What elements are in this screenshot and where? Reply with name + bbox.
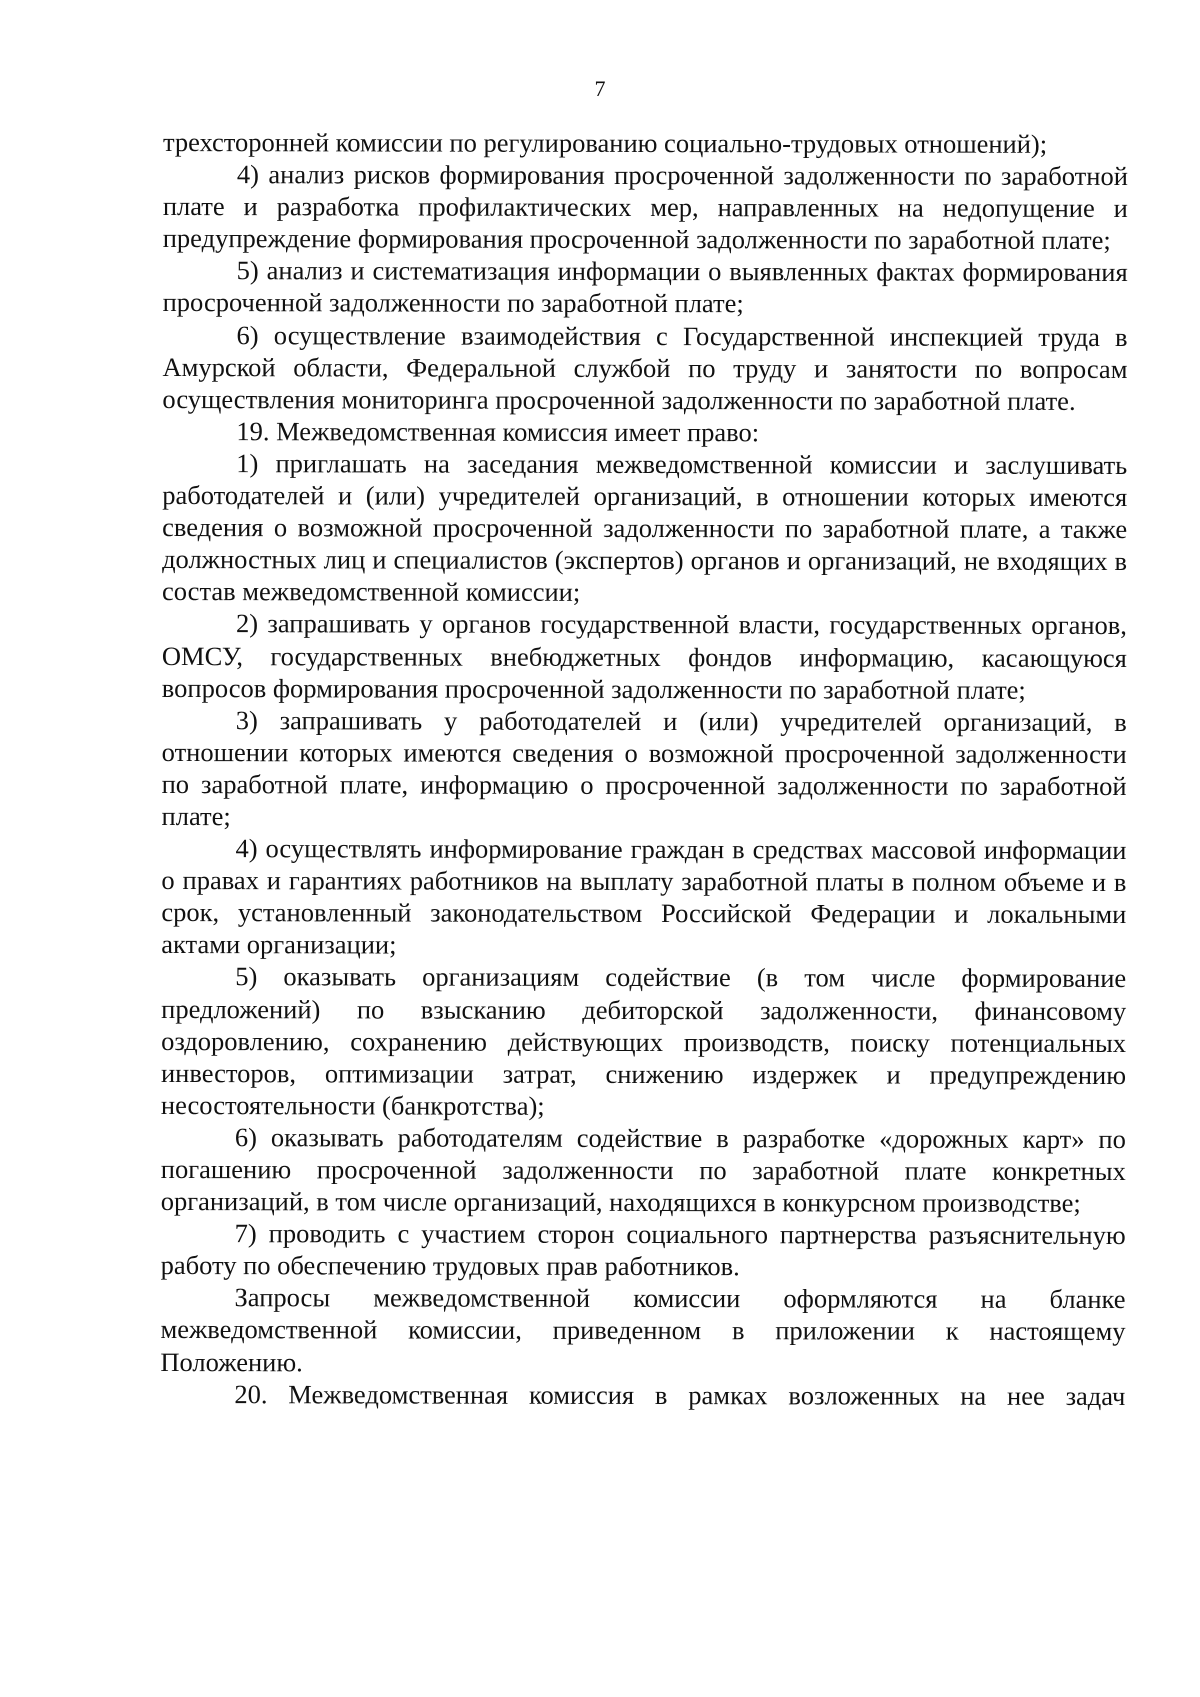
paragraph-requests-form: Запросы межведомственной комиссии оформляются на бланке межведомственной комиссии, приведенном в приложении к настоящему Положению. (160, 1282, 1126, 1377)
paragraph-right-1-invite: 1) приглашать на заседания межведомственной комиссии и заслушивать работодателей и (или) учредителей организаций, в отношении которых имеются сведения о возможной просроченной задолженности по заработной плате, а также должностных лиц и специалистов (экспертов) органов и организаций, не входящих в состав межведомственной комиссии; (161, 448, 1128, 608)
paragraph-right-4-inform-citizens: 4) осуществлять информирование граждан в средствах массовой информации о правах и гарантиях работников на выплату заработной платы в полном объеме и в срок, установленный законодательством Российской Федерации и локальными актами организации; (161, 833, 1127, 960)
document-body (160, 126, 1128, 1412)
paragraph-right-5-assist-organizations: 5) оказывать организациям содействие (в том числе формирование предложений) по взысканию дебиторской задолженности, финансовому оздоровлению, сохранению действующих производств, поиску потенциальных инвесторов, оптимизации затрат, снижению издержек и предупреждению несостоятельности (банкротства); (160, 961, 1127, 1121)
paragraph-right-7-explanatory-work: 7) проводить с участием сторон социального партнерства разъяснительную работу по обеспечению трудовых прав работников. (160, 1218, 1126, 1282)
paragraph-right-3-request-employers: 3) запрашивать у работодателей и (или) учредителей организаций, в отношении которых имеются сведения о возможной просроченной задолженности по заработной плате, информацию о просроченной задолженности по заработной плате; (161, 704, 1127, 832)
paragraph-right-2-request-authorities: 2) запрашивать у органов государственной власти, государственных органов, ОМСУ, государственных внебюджетных фондов информацию, касающуюся вопросов формирования просроченной задолженности по заработной плате; (161, 608, 1127, 705)
paragraph-section-20: 20. Межведомственная комиссия в рамках возложенных на нее задач (234, 1378, 1126, 1411)
paragraph-item-4-risk-analysis: 4) анализ рисков формирования просроченной задолженности по заработной плате и разработка профилактических мер, направленных на недопущение и предупреждение формирования просроченной задолженности по заработной плате; (162, 159, 1128, 256)
page-number: 7 (594, 76, 606, 101)
paragraph-right-6-roadmaps: 6) оказывать работодателям содействие в разработке «дорожных карт» по погашению просроченной задолженности по заработной плате конкретных организаций, в том числе организаций, находящихся в конкурсном производстве; (160, 1122, 1126, 1219)
paragraph-item-5-systematization: 5) анализ и систематизация информации о выявленных фактах формирования просроченной задолженности по заработной плате; (162, 255, 1128, 319)
paragraph-section-19: 19. Межведомственная комиссия имеет право: (236, 415, 760, 448)
paragraph-commission-end: трехсторонней комиссии по регулированию социально-трудовых отношений); (162, 127, 1048, 159)
paragraph-item-6-interaction: 6) осуществление взаимодействия с Государственной инспекцией труда в Амурской области, Федеральной службой по труду и занятости по вопросам осуществления мониторинга просроченной задолженности по заработной плате. (162, 319, 1128, 416)
